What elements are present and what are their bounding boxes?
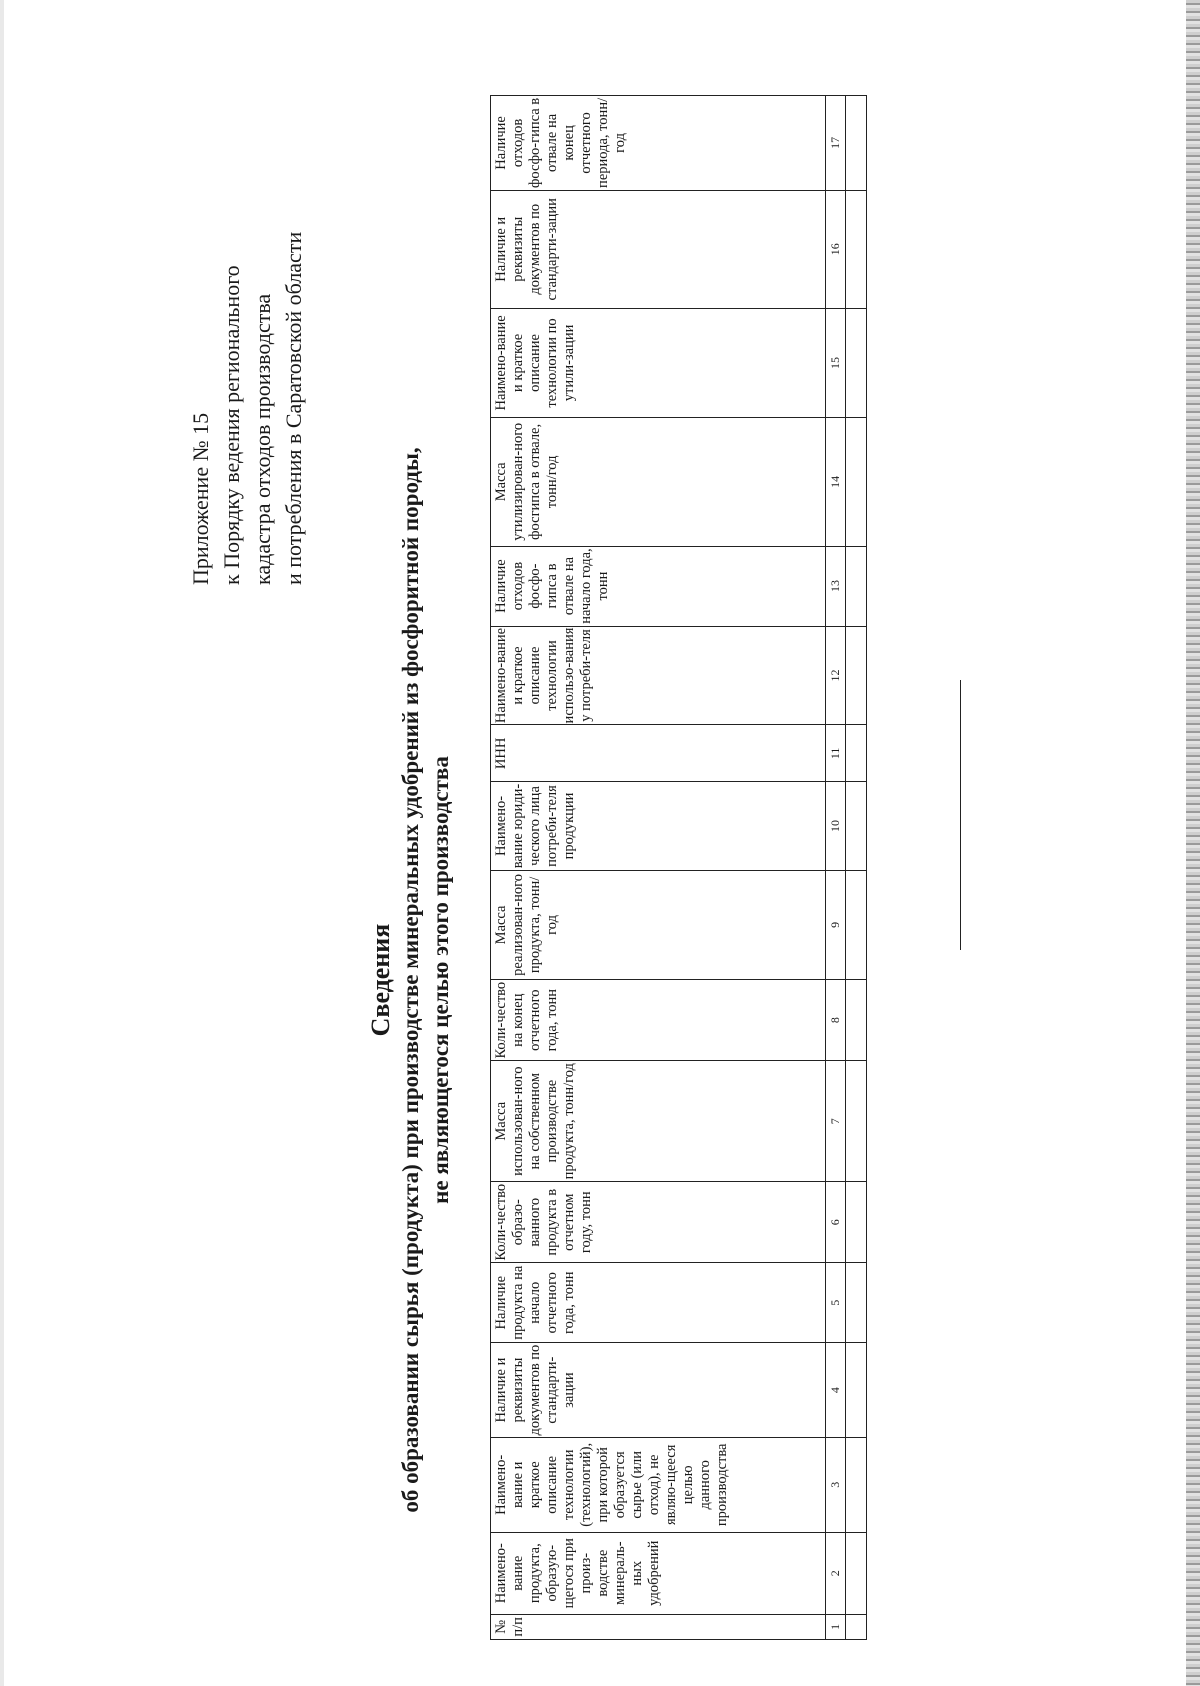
header-cell: Наимено-вание и краткое описание технологии по утили-зации: [491, 308, 826, 417]
appendix-line: к Порядку ведения регионального: [219, 265, 244, 585]
header-cell: Наличие отходов фосфо-гипса в отвале на конец отчетного периода, тонн/год: [491, 96, 826, 191]
column-number-cell: 12: [826, 626, 846, 725]
column-number-cell: 16: [826, 190, 846, 308]
title-subheading-cont: не являющегося целью этого производства: [428, 756, 453, 1204]
appendix-line: Приложение № 15: [188, 412, 213, 585]
header-cell: Наличие и реквизиты документов по стандарти-зации: [491, 1343, 826, 1438]
empty-cell: [846, 546, 867, 626]
data-table: [490, 95, 867, 1640]
column-number-cell: 7: [826, 1061, 846, 1182]
column-number-cell: 2: [826, 1532, 846, 1614]
header-cell: Наличие и реквизиты документов по стандарти-зации: [491, 190, 826, 308]
header-cell: Наимено-вание продукта, образую-щегося при произ-водстве минераль-ных удобрений: [491, 1532, 826, 1614]
column-number-cell: 4: [826, 1343, 846, 1438]
column-number-cell: 15: [826, 308, 846, 417]
separator-line: [960, 680, 961, 950]
empty-cell: [846, 870, 867, 979]
empty-cell: [846, 725, 867, 782]
empty-cell: [846, 1614, 867, 1639]
empty-cell: [846, 1061, 867, 1182]
header-cell: Масса реализован-ного продукта, тонн/год: [491, 870, 826, 979]
empty-cell: [846, 418, 867, 546]
empty-cell: [846, 1437, 867, 1532]
header-cell: Наимено-вание и краткое описание технологии использо-вания у потреби-теля: [491, 626, 826, 725]
header-cell: Коли-чество образо-ванного продукта в отчетном году, тонн: [491, 1182, 826, 1263]
scan-edge-right: [1186, 0, 1200, 1686]
empty-cell: [846, 782, 867, 870]
appendix-reference: [185, 232, 309, 585]
header-cell: Масса утилизирован-ного фосгипса в отвале, тонн/год: [491, 418, 826, 546]
column-number-cell: 10: [826, 782, 846, 870]
column-number-cell: 6: [826, 1182, 846, 1263]
empty-cell: [846, 980, 867, 1061]
empty-cell: [846, 1343, 867, 1438]
appendix-line: и потребления в Саратовской области: [281, 231, 306, 585]
document-title: [366, 310, 456, 1650]
header-cell: Наимено-вание и краткое описание технологии (технологий), при которой образуется сырье (или отход), не являю-щееся целью данного производства: [491, 1437, 826, 1532]
empty-cell: [846, 1263, 867, 1343]
empty-cell: [846, 96, 867, 191]
column-number-cell: 3: [826, 1437, 846, 1532]
column-number-row: [826, 96, 846, 1640]
header-cell: Наличие продукта на начало отчетного года, тонн: [491, 1263, 826, 1343]
header-cell: ИНН: [491, 725, 826, 782]
empty-cell: [846, 308, 867, 417]
column-number-cell: 5: [826, 1263, 846, 1343]
header-cell: Наимено-вание юриди-ческого лица потреби-теля продукции: [491, 782, 826, 870]
column-number-cell: 9: [826, 870, 846, 979]
scan-edge-left: [0, 0, 4, 1686]
column-number-cell: 14: [826, 418, 846, 546]
title-subheading: об образовании сырья (продукта) при производстве минеральных удобрений из фосфоритной породы,: [398, 447, 423, 1513]
rotated-document-page: [30, 30, 1175, 1650]
column-number-cell: 13: [826, 546, 846, 626]
column-number-cell: 11: [826, 725, 846, 782]
header-cell: Наличие отходов фосфо-гипса в отвале на начало года, тонн: [491, 546, 826, 626]
header-cell: Масса использован-ного на собственном производстве продукта, тонн/год: [491, 1061, 826, 1182]
empty-data-row: [846, 96, 867, 1640]
appendix-line: кадастра отходов производства: [250, 293, 275, 585]
header-row: [491, 96, 826, 1640]
header-cell: № п/п: [491, 1614, 826, 1639]
empty-cell: [846, 1182, 867, 1263]
empty-cell: [846, 626, 867, 725]
empty-cell: [846, 190, 867, 308]
column-number-cell: 8: [826, 980, 846, 1061]
empty-cell: [846, 1532, 867, 1614]
header-cell: Коли-чество на конец отчетного года, тонн: [491, 980, 826, 1061]
column-number-cell: 1: [826, 1614, 846, 1639]
column-number-cell: 17: [826, 96, 846, 191]
title-heading: Сведения: [366, 923, 395, 1037]
